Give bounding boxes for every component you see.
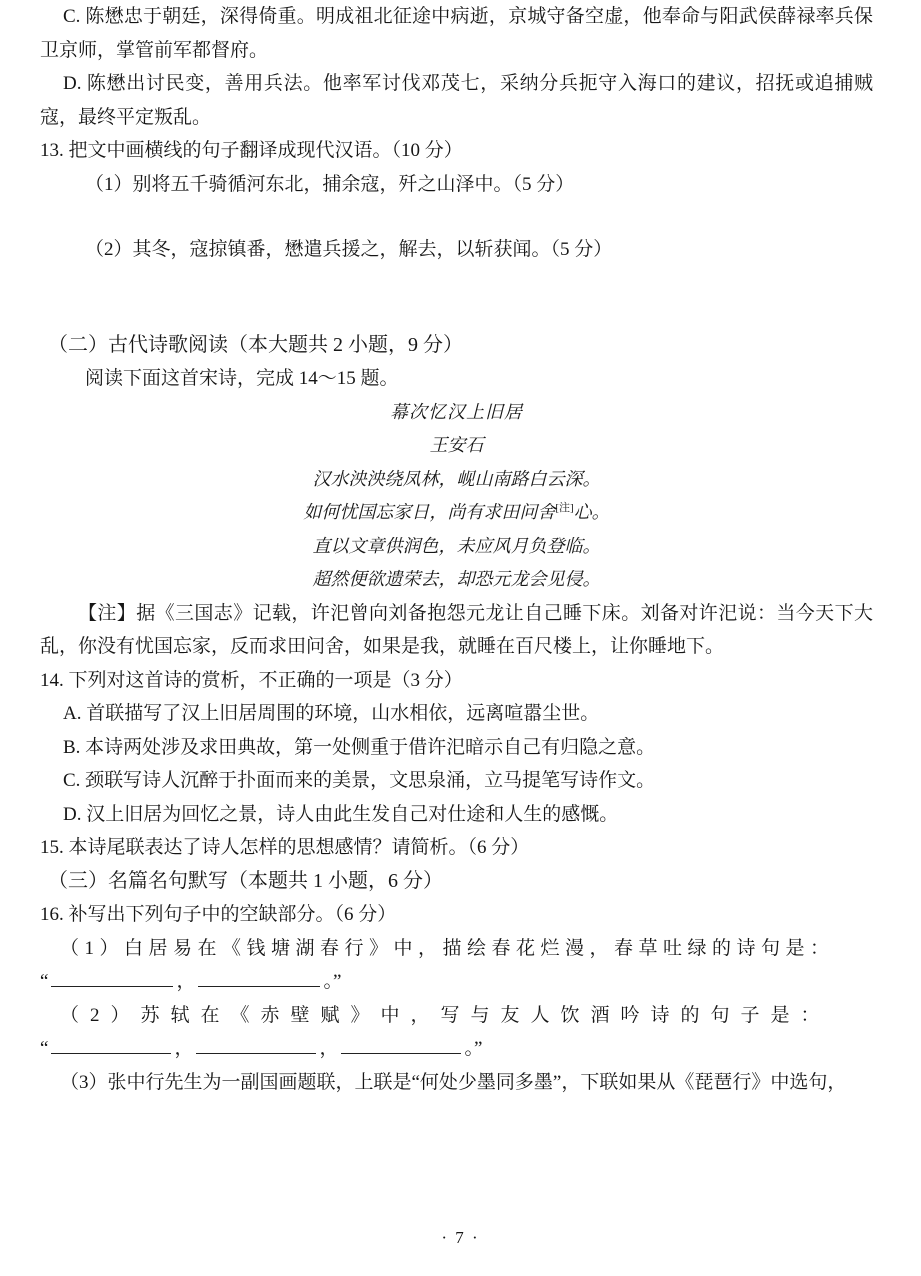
fill-in-blank-line-2 [40, 1032, 873, 1066]
question-14-option-b: B. 本诗两处涉及求田典故，第一处侧重于借许汜暗示自己有归隐之意。 [63, 736, 656, 758]
page-content [40, 0, 873, 1099]
poem-line-1: 汉水泱泱绕凤林，岘山南路白云深。 [312, 468, 601, 489]
poem-line-2-end: 心。 [573, 502, 610, 522]
page-number: · 7 · [441, 1228, 480, 1247]
answer-blank [341, 1032, 461, 1054]
question-14-option-c: C. 颈联写诗人沉醉于扑面而来的美景，文思泉涌，立马提笔写诗作文。 [63, 770, 656, 791]
open-quote: “ [40, 1038, 49, 1059]
blank-separator: ， [174, 1038, 194, 1059]
poem-block [40, 396, 873, 597]
poem-intro: 阅读下面这首宋诗，完成 14～15 题。 [85, 368, 399, 389]
question-16-stem: 16. 补写出下列句子中的空缺部分。（6 分） [40, 904, 397, 925]
open-quote: “ [40, 971, 49, 992]
section-3-title: （三）名篇名句默写（本题共 1 小题，6 分） [48, 869, 443, 892]
poem-line-2-text: 如何忧国忘家日，尚有求田问舍 [303, 502, 556, 522]
answer-space [40, 201, 873, 233]
question-13-stem: 13. 把文中画横线的句子翻译成现代汉语。（10 分） [40, 140, 463, 161]
passage-option-c: C. 陈懋忠于朝廷，深得倚重。明成祖北征途中病逝，京城守备空虚，他奉命与阳武侯薛禄率兵保卫京师，掌管前军都督府。 [40, 6, 873, 61]
answer-blank [51, 965, 173, 987]
question-13-sub2: （2）其冬，寇掠镇番，懋遣兵援之，解去，以斩获闻。（5 分） [85, 239, 613, 260]
answer-blank [198, 965, 320, 987]
blank-separator: ， [176, 971, 196, 992]
answer-space [40, 267, 873, 329]
note-reference-superscript: [注] [555, 502, 574, 514]
poem-author: 王安石 [429, 435, 484, 455]
poem-line-2 [40, 496, 873, 530]
close-quote: 。” [323, 971, 342, 992]
poem-line-4: 超然便欲遗荣去，却恐元龙会见侵。 [312, 569, 601, 589]
question-16-sub3: （3）张中行先生为一副国画题联，上联是“何处少墨同多墨”，下联如果从《琵琶行》中选句， [60, 1071, 847, 1093]
question-14-option-a: A. 首联描写了汉上旧居周围的环境，山水相依，远离喧嚣尘世。 [63, 703, 600, 724]
passage-option-d: D. 陈懋出讨民变，善用兵法。他率军讨伐邓茂七，采纳分兵扼守入海口的建议，招抚或追捕贼寇，最终平定叛乱。 [40, 73, 873, 128]
poem-footnote: 【注】据《三国志》记载，许汜曾向刘备抱怨元龙让自己睡下床。刘备对许汜说：当今天下大乱，你没有忧国忘家，反而求田问舍，如果是我，就睡在百尺楼上，让你睡地下。 [40, 602, 873, 657]
fill-in-blank-line-1 [40, 965, 873, 999]
poem-title: 幕次忆汉上旧居 [390, 401, 523, 422]
section-2-title: （二）古代诗歌阅读（本大题共 2 小题，9 分） [48, 333, 463, 356]
question-16-sub1: （1）白居易在《钱塘湖春行》中，描绘春花烂漫，春草吐绿的诗句是： [60, 937, 835, 959]
poem-line-3: 直以文章供润色，未应风月负登临。 [312, 535, 601, 556]
question-14-option-d: D. 汉上旧居为回忆之景，诗人由此生发自己对仕途和人生的感慨。 [63, 803, 619, 825]
close-quote: 。” [464, 1038, 483, 1059]
answer-blank [196, 1032, 316, 1054]
question-14-stem: 14. 下列对这首诗的赏析，不正确的一项是（3 分） [40, 669, 463, 691]
question-16-sub2: （2）苏轼在《赤壁赋》中，写与友人饮酒吟诗的句子是： [60, 1004, 831, 1026]
answer-blank [51, 1032, 171, 1054]
question-15-stem: 15. 本诗尾联表达了诗人怎样的思想感情？请简析。（6 分） [40, 837, 530, 858]
blank-separator: ， [319, 1038, 339, 1059]
question-13-sub1: （1）别将五千骑循河东北，捕余寇，歼之山泽中。（5 分） [85, 173, 575, 195]
